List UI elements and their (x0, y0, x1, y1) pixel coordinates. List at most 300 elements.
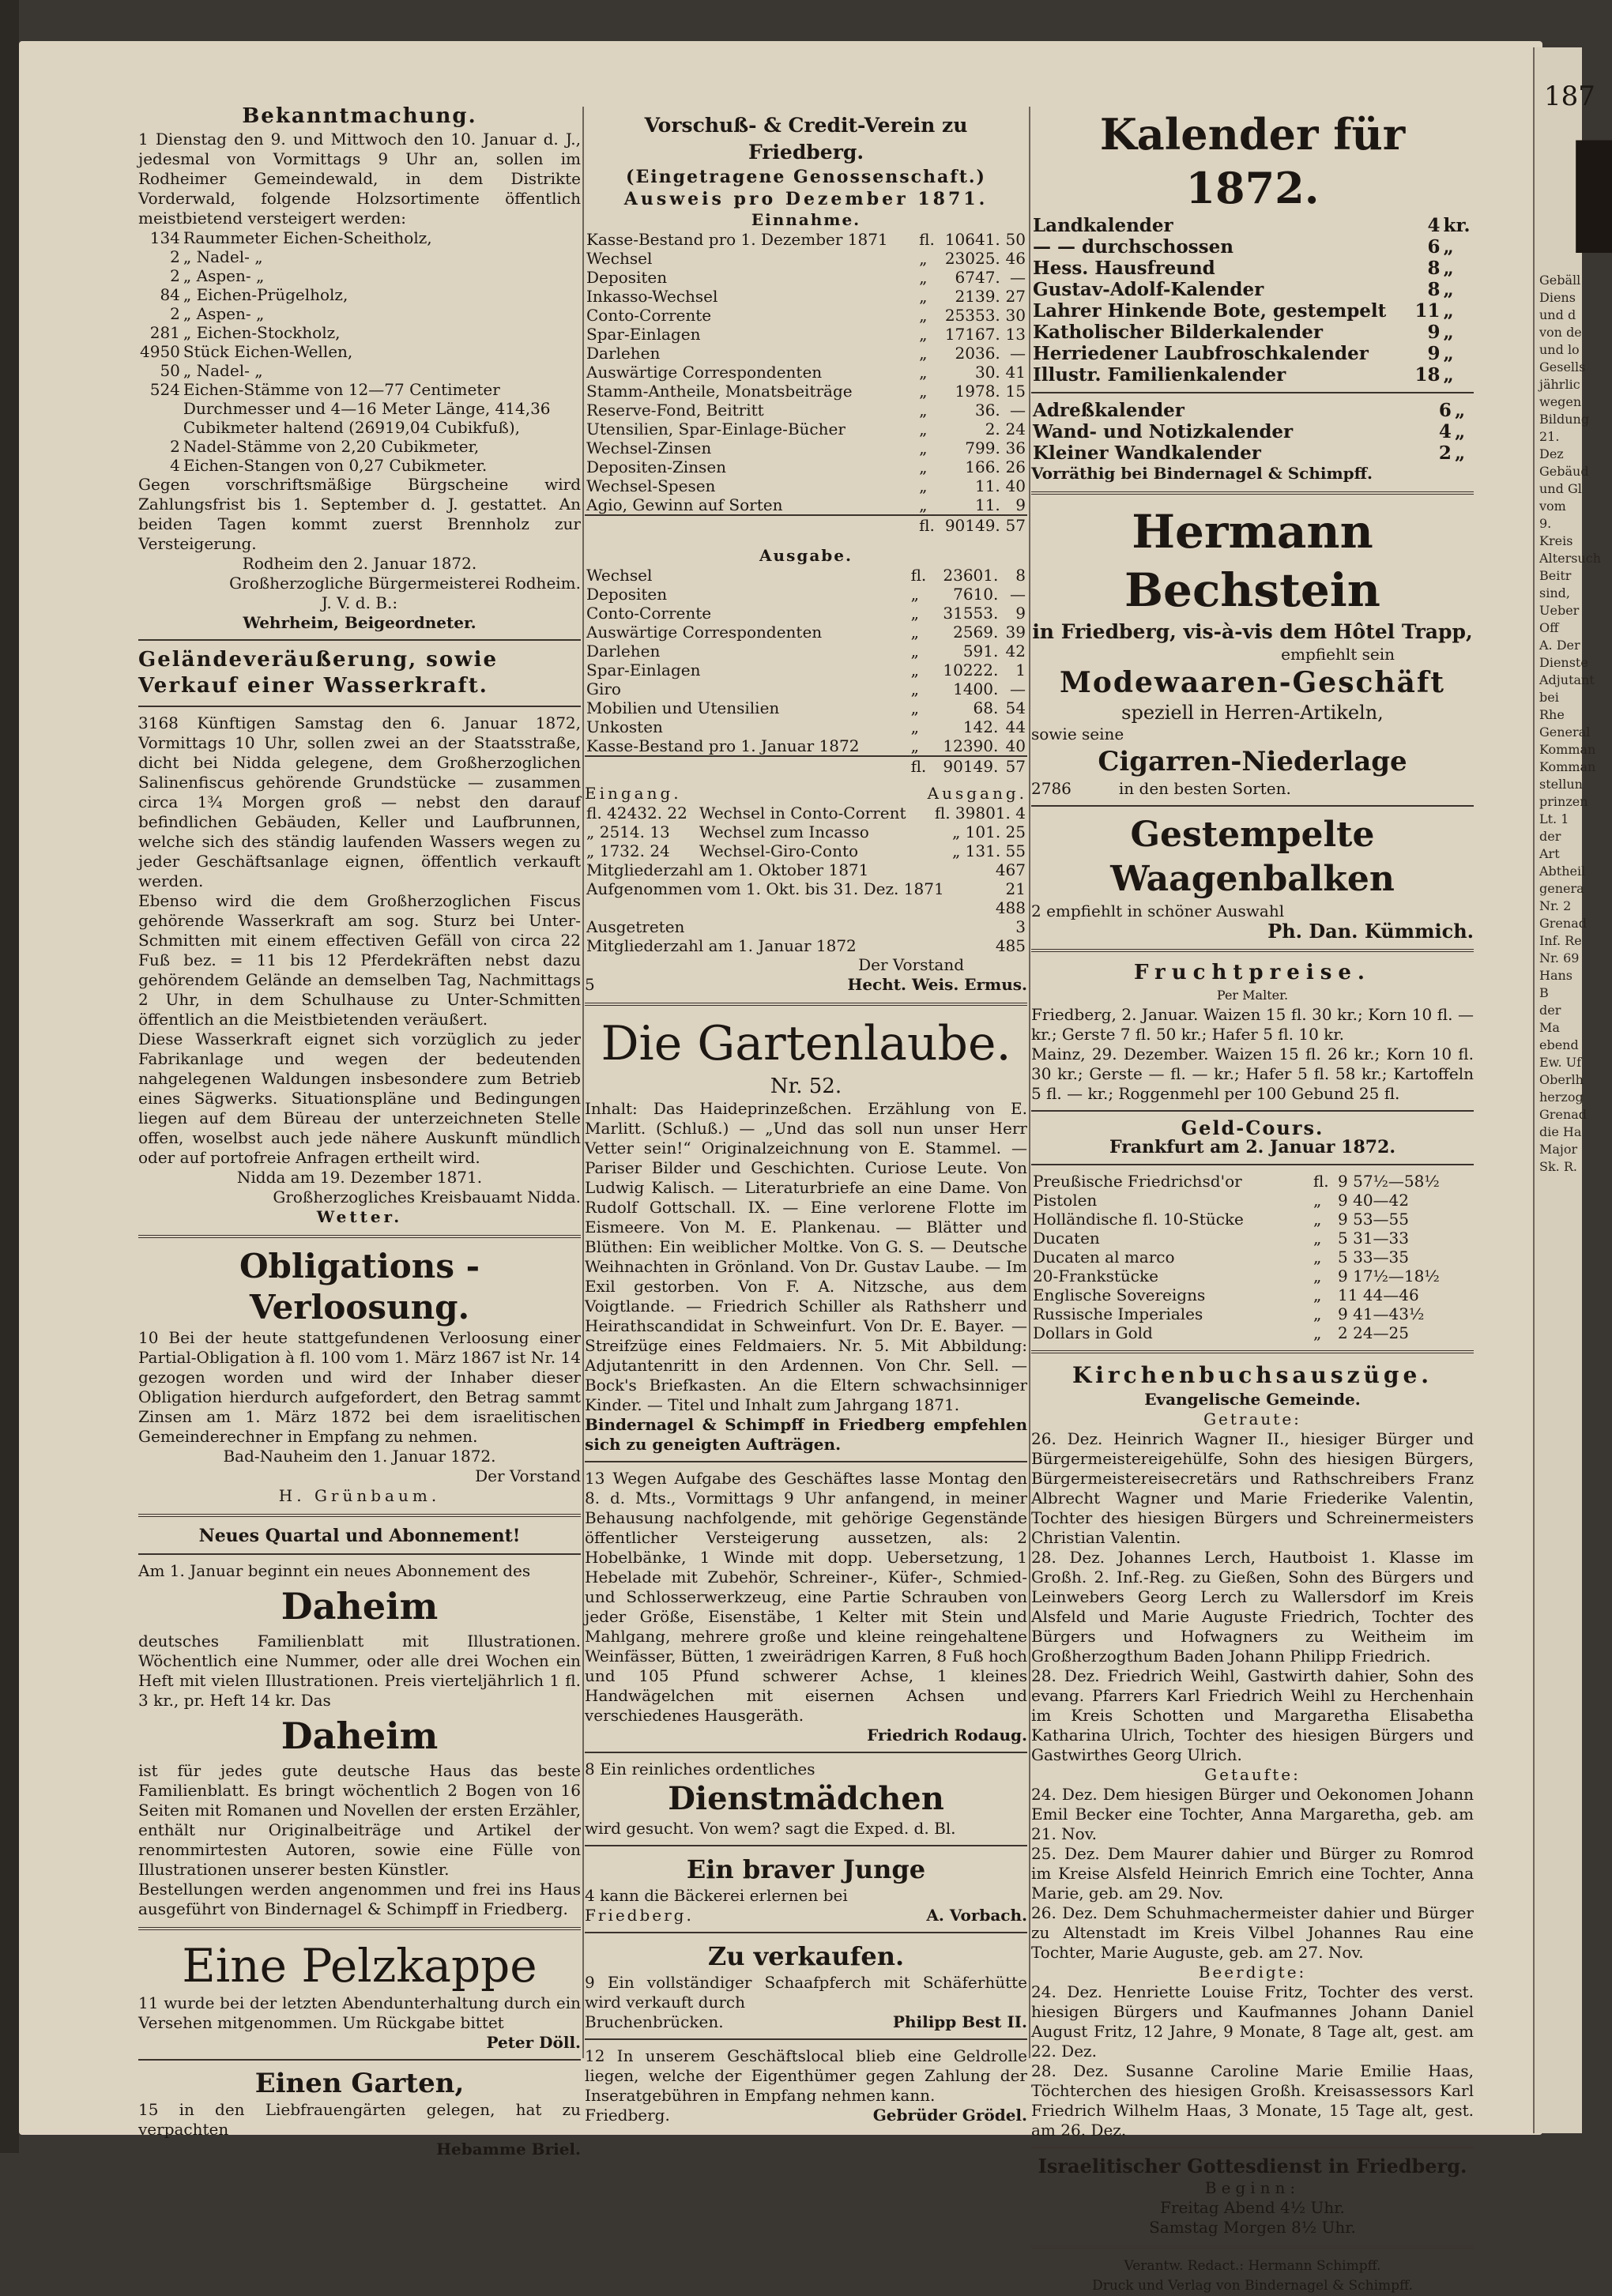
adjacent-page-edge (1533, 47, 1612, 2133)
exchange-rate: 9 40—42 (1338, 1191, 1409, 1210)
sale-text-2: Ebenso wird die dem Großherzoglichen Fiscus gehörende Wasserkraft am sog. Sturz bei Unter-Schmitten mit einem effectiven Gefäll von circa 22 Fuß bez. = 11 bis 12 Pferdekräften nebst dazu gehörendem Gelände an demselben Tag, Nachmittags 2 Uhr, in dem Schulhause zu Unter-Schmitten öffentlich an die Meistbietenden veräußert. (138, 891, 581, 1029)
credit-union-subtitle: (Eingetragene Genossenschaft.) (626, 167, 986, 187)
expense-row (585, 698, 1027, 717)
adjacent-text-fragment: Komman (1539, 742, 1596, 757)
sale-signatory: Großherzogliches Kreisbauamt Nidda. (273, 1188, 581, 1206)
calendar-list (1031, 215, 1474, 386)
binding-edge (0, 0, 19, 2153)
ledger-amount: 23025. (944, 249, 1000, 268)
membership-count: 21 (1005, 879, 1026, 898)
ledger-item: Agio, Gewinn auf Sorten (586, 495, 783, 514)
adjacent-text-fragment: Inf. Re (1539, 933, 1582, 948)
timber-desc: „ Nadel- „ (183, 247, 263, 266)
income-row (585, 344, 1027, 363)
adjacent-text-fragment: Nr. 2 (1539, 898, 1572, 913)
income-row (585, 230, 1027, 249)
ledger-amount: 142. (962, 717, 999, 736)
timber-desc: „ Nadel- „ (183, 361, 263, 380)
adjacent-text-fragment: Gebäud (1539, 464, 1589, 479)
exchange-row (1031, 1267, 1474, 1285)
ledger-item: Conto-Corrente (586, 306, 712, 325)
expense-row (585, 566, 1027, 585)
ledger-item: Darlehen (586, 344, 661, 363)
ledger-cents: — (1010, 268, 1026, 287)
timber-row (138, 380, 581, 437)
calendar-price: 4 (1438, 421, 1452, 442)
calendar-row (1031, 258, 1474, 279)
exchange-currency: „ (1313, 1248, 1322, 1267)
transfer-table (585, 804, 1027, 860)
ledger-item: Wechsel (586, 566, 653, 585)
income-row (585, 420, 1027, 438)
adjacent-text-fragment: Ueber (1539, 603, 1580, 618)
marriage-entry: 28. Dez. Johannes Lerch, Hautboist 1. Klasse im Großh. 2. Inf.-Reg. zu Gießen, Sohn des Bürgers und Leinwebers Georg Lerch zu Wallersdorf im Kreis Alsfeld und Marie Auguste Friedrich, Tochter des Bürgers und Hofwagners zu Weitheim im Großherzogthum Baden Johann Philipp Friedrich. (1031, 1548, 1474, 1666)
garden-signatory: Hebamme Briel. (436, 2140, 581, 2159)
ledger-currency: „ (910, 623, 919, 642)
calendar-row (1031, 400, 1474, 421)
ledger-item: Spar-Einlagen (586, 325, 701, 344)
fur-cap-heading: Eine Pelzkappe (182, 1939, 537, 1993)
ledger-total-cents: 57 (1000, 756, 1027, 776)
marriages-heading: Getraute: (1203, 1410, 1301, 1428)
burial-entry: 28. Dez. Susanne Caroline Marie Emilie Haas, Töchterchen des hiesigen Großh. Kreisassessors Karl Friedrich Wilhelm Haas, 3 Monate, 15 Tage alt, gest. am 26. Dez. (1031, 2061, 1474, 2140)
calendar-unit: „ (1443, 300, 1454, 322)
calendar-unit: „ (1443, 279, 1454, 300)
divider (585, 1003, 1027, 1006)
ledger-item: Wechsel-Spesen (586, 476, 716, 495)
divider (138, 1235, 581, 1238)
bechstein-quality: in den besten Sorten. (1118, 779, 1291, 798)
income-row (585, 476, 1027, 495)
exchange-rate: 9 41—43½ (1338, 1304, 1425, 1323)
adjacent-text-fragment: der Ma (1539, 1003, 1561, 1035)
adjacent-text-fragment: prinzen (1539, 794, 1588, 809)
adjacent-text-fragment: und lo (1539, 342, 1580, 357)
adjacent-text-fragment: vom 9. (1539, 499, 1566, 531)
adjacent-text-fragment: Gebäll (1539, 273, 1581, 288)
membership-row (585, 936, 1027, 955)
calendar-row (1031, 236, 1474, 258)
membership-label: Aufgenommen vom 1. Okt. bis 31. Dez. 1871 (586, 879, 944, 898)
ledger-currency: „ (919, 325, 928, 344)
timber-row (138, 342, 581, 361)
transfer-row (585, 804, 1027, 822)
divider (138, 1514, 581, 1517)
divider (585, 1845, 1027, 1846)
timber-qty: 134 (149, 228, 180, 247)
ledger-amount: 11. (974, 476, 1000, 495)
auction-text: 13 Wegen Aufgabe des Geschäftes lasse Montag den 8. d. Mts., Vormittags 9 Uhr anfangend, in meiner Behausung nachfolgende, mit gehörige Gegenstände öffentlicher Versteigerung aussetzen, als: 2 Hobelbänke, 1 Winde mit dopp. Uebersetzung, 1 Hebelade mit Zubehör, Schreiner-, Küfer-, Schmied- und Schlosserwerkzeug, eine Partie Schrauben von jeder Größe, Eisenstäbe, 1 Kelter mit Stein und Mahlgang, mehrere große und kleine reingehaltene Weinfässer, Bütten, 1 zweirädrigen Karren, 8 Fuß hoch und 105 Pfund schwerer Achse, 1 kleines Handwägelchen mit eisernen Achsen und verschiedenes Hausgeräth. (585, 1469, 1027, 1725)
calendar-row (1031, 215, 1474, 236)
membership-label: Mitgliederzahl am 1. Oktober 1871 (586, 860, 869, 879)
adjacent-text-fragment: Komman (1539, 759, 1596, 774)
divider (1031, 2245, 1474, 2249)
adjacent-text-fragment: ebend (1539, 1037, 1579, 1052)
burial-entry: 24. Dez. Henriette Louise Fritz, Tochter des verst. hiesigen Bürgers und Kaufmannes Johann Daniel August Fritz, 12 Jahre, 9 Monate, 8 Tage alt, gest. am 22. Dez. (1031, 1982, 1474, 2061)
calendar-row (1031, 343, 1474, 364)
ledger-cents: 27 (1005, 287, 1026, 306)
membership-count: 485 (995, 936, 1026, 955)
ledger-cents: — (1010, 679, 1026, 698)
expense-row (585, 604, 1027, 623)
ledger-item: Depositen-Zinsen (586, 457, 727, 476)
ledger-amount: 2139. (955, 287, 1000, 306)
ledger-currency: „ (910, 736, 919, 755)
daheim-title-1: Daheim (281, 1585, 439, 1628)
baptisms-heading: Getaufte: (1204, 1765, 1301, 1784)
calendar-row (1031, 300, 1474, 322)
ledger-amount: 1978. (955, 382, 1000, 401)
transfer-row (585, 822, 1027, 841)
imprint-publisher: Druck und Verlag von Bindernagel & Schimpff. (1092, 2278, 1413, 2294)
ledger-cents: 44 (1005, 717, 1026, 736)
divider (1031, 392, 1474, 393)
exchange-rate: 5 31—33 (1338, 1229, 1409, 1248)
for-sale-place: Bruchenbrücken. (585, 2012, 724, 2031)
lottery-signatory: Der Vorstand (475, 1466, 581, 1485)
exchange-rate: 9 57½—58½ (1338, 1172, 1440, 1191)
ledger-total-spacer (585, 756, 910, 776)
expense-row (585, 642, 1027, 661)
adjacent-text-fragment: Grenad (1539, 1107, 1587, 1122)
notice-signatory: Großherzogliche Bürgermeisterei Rodheim. (229, 574, 581, 593)
subscription-text-3: ist für jedes gute deutsche Haus das beste Familienblatt. Es bringt wöchentlich 2 Bogen von 16 Seiten mit Romanen und Novellen der ersten Erzähler, enthält nur Originalbeiträge und Artikel der renommirtesten Autoren, sowie eine Fülle von Illustrationen unserer besten Künstler. (138, 1761, 581, 1879)
ledger-amount: 2036. (955, 344, 1000, 363)
synagogue-saturday: Samstag Morgen 8½ Uhr. (1149, 2218, 1356, 2237)
ledger-item: Inkasso-Wechsel (586, 287, 718, 306)
coin-name: Dollars in Gold (1033, 1323, 1153, 1342)
ledger-amount: 7610. (953, 585, 999, 604)
adjacent-text-fragment: Diens (1539, 290, 1576, 305)
membership-label: Mitgliederzahl am 1. Januar 1872 (586, 936, 857, 955)
transfer-out: „ 101. 25 (951, 822, 1026, 841)
timber-desc: Eichen-Stämme von 12—77 Centimeter Durchmesser und 4—16 Meter Länge, 414,36 Cubikmeter haltend (26919,04 Cubikfuß), (183, 380, 551, 437)
coin-name: Holländische fl. 10-Stücke (1033, 1210, 1244, 1229)
adjacent-text-fragment: Ew. Uf (1539, 1055, 1582, 1070)
divider (1031, 1110, 1474, 1112)
calendar-unit: „ (1443, 343, 1454, 364)
column-rule (582, 107, 584, 2058)
ledger-item: Kasse-Bestand pro 1. Dezember 1871 (586, 230, 888, 249)
ledger-amount: 68. (973, 698, 999, 717)
income-row (585, 457, 1027, 476)
exchange-row (1031, 1304, 1474, 1323)
timber-desc: Raummeter Eichen-Scheitholz, (183, 228, 432, 247)
sale-text-1: 3168 Künftigen Samstag den 6. Januar 1872, Vormittags 10 Uhr, sollen zwei an der Staatsstraße, dicht bei Nidda gelegene, dem Großherzoglichen Salinenfiscus gehörende Grundstücke — zusammen circa 1¾ Morgen groß — nebst den darauf befindlichen Gebäuden, Keller und Laufbrunnen, welche sich des ständig laufenden Wassers wegen zu jeder Geschäftsanlage eignen, öffentlich verkauft werden. (138, 713, 581, 890)
ledger-amount: 591. (962, 642, 999, 661)
membership-count: 467 (995, 860, 1026, 879)
ledger-amount: 10222. (943, 661, 999, 679)
ledger-cents: 40 (1005, 736, 1026, 755)
bechstein-specialty: speziell in Herren-Artikeln, (1121, 702, 1384, 724)
ledger-item: Conto-Corrente (586, 604, 712, 623)
income-row (585, 268, 1027, 287)
church-records-heading: Kirchenbuchsauszüge. (1072, 1362, 1433, 1388)
calendar-price: 18 (1414, 364, 1441, 386)
notice-intro: 1 Dienstag den 9. und Mittwoch den 10. Januar d. J., jedesmal von Vormittags 9 Uhr an, sollen im Rodheimer Gemeindewald, in dem Distrikte Vorderwald, folgende Holzsortimente öffentlich meistbietend versteigert werden: (138, 130, 581, 228)
bechstein-also: sowie seine (1031, 725, 1124, 743)
membership-label (585, 898, 990, 917)
exchange-currency: „ (1313, 1267, 1322, 1285)
daheim-title-2: Daheim (281, 1714, 439, 1757)
calendar-name: Herriedener Laubfroschkalender (1033, 343, 1369, 364)
income-row (585, 382, 1027, 401)
timber-desc: Eichen-Stangen von 0,27 Cubikmeter. (183, 456, 488, 475)
adjacent-text-fragment: Beitr (1539, 568, 1572, 583)
exchange-row (1031, 1285, 1474, 1304)
timber-desc: Nadel-Stämme von 2,20 Cubikmeter, (183, 437, 480, 456)
gartenlaube-title: Die Gartenlaube. (601, 1016, 1011, 1071)
membership-row (585, 879, 1027, 898)
calendar-price: 4 (1427, 215, 1441, 236)
timber-row (138, 285, 581, 304)
timber-row (138, 437, 581, 456)
apprentice-heading: Ein braver Junge (686, 1854, 926, 1884)
calendar-name: Wand- und Notizkalender (1033, 421, 1294, 442)
ledger-cents: 36 (1005, 438, 1026, 457)
ledger-amount: 36. (974, 401, 1000, 420)
gartenlaube-contents: Inhalt: Das Haideprinzeßchen. Erzählung von E. Marlitt. (Schluß.) — „Und das soll nun unser Herr Vetter sein!“ Originalzeichnung von E. Stammel. — Pariser Bilder und Geschichten. Curiose Leute. Von Ludwig Kalisch. — Literaturbriefe an eine Dame. Von Rudolf Gottschall. IX. — Eine verlorene Flotte im Eismeere. Von M. E. Plankenau. — Blätter und Blüthen: Ein weiblicher Moltke. Von G. S. — Deutsche Weihnachten in Grönland. Von Dr. Gustav Laube. — Im Exil gestorben. Von F. A. Nitzsche, aus dem Voigtlande. — Friedrich Schiller als Rathsherr und Heirathscandidat in Schweinfurt. Von Dr. E. Bayer. — Streifzüge eines Feldmaiers. Nr. 5. Mit Abbildung: Adjutantenritt in den Ardennen. Von Chr. Sell. — Bock's Briefkasten. An die Eltern schwachsinniger Kinder. — Titel und Inhalt zum Jahrgang 1871. (585, 1099, 1027, 1414)
ledger-currency: „ (919, 476, 928, 495)
apprentice-text: 4 kann die Bäckerei erlernen bei (585, 1886, 848, 1905)
board-label: Der Vorstand (858, 955, 964, 974)
ledger-currency: „ (919, 420, 928, 438)
transfer-account: Wechsel in Conto-Corrent (699, 804, 906, 822)
notice-text: Gegen vorschriftsmäßige Bürgscheine wird Zahlungsfrist bis 1. September d. J. gestattet. An beiden Tagen kommt zuerst Brennholz zur Versteigerung. (138, 475, 581, 553)
ledger-cents: 8 (1015, 566, 1026, 585)
ledger-currency: „ (919, 457, 928, 476)
timber-qty: 524 (149, 380, 180, 399)
ledger-amount: 30. (974, 363, 1000, 382)
timber-desc: „ Eichen-Prügelholz, (183, 285, 348, 304)
exchange-rate: 11 44—46 (1338, 1285, 1419, 1304)
apprentice-footer (585, 1906, 1027, 1925)
bechstein-shop: Modewaaren-Geschäft (1059, 666, 1446, 699)
adjacent-text-fragment: Hans B (1539, 968, 1573, 1000)
ledger-amount: 10641. (944, 230, 1000, 249)
divider (138, 639, 581, 641)
exchange-row (1031, 1210, 1474, 1229)
maid-text: wird gesucht. Von wem? sagt die Exped. d. Bl. (585, 1819, 956, 1838)
synagogue-heading: Israelitischer Gottesdienst in Friedberg. (1038, 2155, 1467, 2177)
garden-text: 15 in den Liebfrauengärten gelegen, hat zu verpachten (138, 2100, 581, 2139)
ledger-item: Stamm-Antheile, Monatsbeiträge (586, 382, 853, 401)
adjacent-text-fragment: Oberlh (1539, 1072, 1584, 1087)
ledger-cents: 26 (1005, 457, 1026, 476)
for-sale-signatory: Philipp Best II. (892, 2012, 1027, 2031)
transfer-out: „ 131. 55 (951, 841, 1026, 860)
exchange-currency: „ (1313, 1285, 1322, 1304)
subscription-text-4: Bestellungen werden angenommen und frei ins Haus ausgeführt von Bindernagel & Schimpff in Friedberg. (138, 1880, 581, 1918)
calendar-price: 8 (1427, 258, 1441, 279)
expense-row (585, 736, 1027, 756)
exchange-row (1031, 1323, 1474, 1342)
ledger-currency: fl. (910, 566, 927, 585)
membership-row (585, 917, 1027, 936)
adjacent-text-fragment: Off (1539, 620, 1559, 635)
ledger-currency: „ (919, 438, 928, 457)
expense-row (585, 623, 1027, 642)
ledger-amount: 2569. (953, 623, 999, 642)
calendar-name: — — durchschossen (1033, 236, 1233, 258)
ledger-item: Depositen (586, 585, 668, 604)
membership-row (585, 898, 1027, 917)
garden-heading: Einen Garten, (254, 2068, 465, 2099)
income-row (585, 249, 1027, 268)
exchange-rate: 9 17½—18½ (1338, 1267, 1440, 1285)
coin-name: Preußische Friedrichsd'or (1033, 1172, 1242, 1191)
timber-desc: Stück Eichen-Wellen, (183, 342, 353, 361)
lottery-signatory-name: H. Grünbaum. (278, 1486, 441, 1505)
income-row (585, 325, 1027, 344)
adjacent-text-fragment: wegen (1539, 394, 1582, 409)
ledger-currency: „ (919, 401, 928, 420)
adjacent-text-fragment: Abtheil (1539, 864, 1586, 879)
synagogue-begin: Beginn: (1204, 2178, 1301, 2197)
marriage-entry: 28. Dez. Friedrich Weihl, Gastwirth dahier, Sohn des evang. Pfarrers Karl Friedrich Weihl zu Herchenhain im Kreis Schotten und Margaretha Elisabetha Katharina Ulrich, Tochter des hiesigen Bürgers und Gastwirthes Georg Ulrich. (1031, 1666, 1474, 1764)
divider (1031, 2147, 1474, 2148)
timber-row (138, 266, 581, 285)
income-row (585, 438, 1027, 457)
calendar-price: 6 (1427, 236, 1441, 258)
expense-row (585, 679, 1027, 698)
divider (585, 1932, 1027, 1933)
coin-name: Englische Sovereigns (1033, 1285, 1206, 1304)
ledger-item: Kasse-Bestand pro 1. Januar 1872 (586, 736, 860, 755)
income-row (585, 306, 1027, 325)
expenses-heading: Ausgabe. (759, 546, 853, 565)
burials-heading: Beerdigte: (1198, 1963, 1307, 1982)
adjacent-text-fragment: Bildung (1539, 412, 1590, 427)
for-sale-heading: Zu verkaufen. (707, 1941, 905, 1971)
notice-heading: Bekanntmachung. (242, 104, 477, 128)
calendar-price: 8 (1427, 279, 1441, 300)
ledger-cents: 46 (1005, 249, 1026, 268)
ledger-cents: — (1010, 585, 1026, 604)
lottery-text: 10 Bei der heute stattgefundenen Verloosung einer Partial-Obligation à fl. 100 vom 1. März 1867 ist Nr. 14 gezogen worden und wird der Inhaber dieser Obligation hierdurch aufgefordert, den Betrag sammt Zinsen am 1. März 1872 bei dem israelitischen Gemeinderechner in Empfang zu nehmen. (138, 1328, 581, 1446)
bechstein-cigars: Cigarren-Niederlage (1098, 746, 1407, 777)
ledger-item: Unkosten (586, 717, 663, 736)
ledger-cents: 42 (1005, 642, 1026, 661)
ledger-currency: fl. (917, 515, 938, 535)
timber-qty: 84 (160, 285, 180, 304)
timber-row (138, 323, 581, 342)
column-rule (1029, 107, 1030, 2058)
adjacent-text-fragment: bei Rhe (1539, 690, 1565, 722)
ledger-currency: „ (919, 344, 928, 363)
timber-qty: 50 (160, 361, 180, 380)
adjacent-text-fragment: General (1539, 725, 1591, 740)
imprint-editor: Verantw. Redact.: Hermann Schimpff. (1124, 2258, 1381, 2274)
exchange-currency: „ (1313, 1210, 1322, 1229)
credit-union-title: Vorschuß- & Credit-Verein zu Friedberg. (644, 114, 968, 164)
exchange-currency: „ (1313, 1229, 1322, 1248)
maid-heading: Dienstmädchen (668, 1780, 944, 1817)
divider (138, 2059, 581, 2061)
ledger-amount: 31553. (943, 604, 999, 623)
adjacent-text-fragment: A. Der (1539, 638, 1580, 653)
notice-signatory-deputy: J. V. d. B.: (321, 593, 398, 612)
ledger-currency: „ (910, 717, 919, 736)
coin-name: Ducaten al marco (1033, 1248, 1175, 1267)
transfer-headers (585, 784, 1027, 804)
board-signatures (585, 975, 1027, 995)
timber-qty: 4950 (140, 342, 180, 361)
membership-count: 488 (995, 898, 1026, 917)
ledger-cents: — (1010, 401, 1026, 420)
ledger-currency: „ (910, 642, 919, 661)
fur-cap-signatory: Peter Döll. (486, 2033, 581, 2052)
ledger-currency: „ (910, 585, 919, 604)
calendar-row (1031, 322, 1474, 343)
coin-name: 20-Frankstücke (1033, 1267, 1158, 1285)
adjacent-text-fragment: der Art (1539, 829, 1561, 861)
exchange-currency: fl. (1313, 1172, 1329, 1191)
ledger-amount: 25353. (944, 306, 1000, 325)
spacer (1535, 114, 1582, 137)
ledger-amount: 17167. (944, 325, 1000, 344)
calendar-unit: „ (1454, 442, 1466, 464)
lottery-place-date: Bad-Nauheim den 1. Januar 1872. (223, 1447, 496, 1466)
adjacent-text-fragment: herzog (1539, 1090, 1584, 1105)
ledger-currency: „ (919, 287, 928, 306)
calendar-name: Gustav-Adolf-Kalender (1033, 279, 1264, 300)
statement-heading: Ausweis pro Dezember 1871. (623, 189, 989, 209)
subscription-text-2: deutsches Familienblatt mit Illustrationen. Wöchentlich eine Nummer, oder alle drei Wochen ein Heft mit vielen Illustrationen. Preis vierteljährlich 1 fl. 3 kr., pr. Heft 14 kr. Das (138, 1632, 581, 1710)
grain-prices-heading: Fruchtpreise. (1134, 961, 1371, 984)
calendar-unit: „ (1454, 400, 1466, 421)
adjacent-text-fragment: und d (1539, 307, 1576, 322)
timber-row (138, 247, 581, 266)
sale-place-date: Nidda am 19. Dezember 1871. (236, 1168, 483, 1187)
calendar-price: 2 (1438, 442, 1452, 464)
adjacent-text-fragment: Grenad (1539, 916, 1587, 931)
exchange-row (1031, 1172, 1474, 1191)
ledger-cents: 41 (1005, 363, 1026, 382)
income-row (585, 495, 1027, 515)
income-row (585, 287, 1027, 306)
timber-qty: 2 (170, 304, 180, 323)
ledger-amount: 23601. (943, 566, 999, 585)
ledger-cents: 1 (1015, 661, 1026, 679)
timber-row (138, 304, 581, 323)
calendar-unit: „ (1443, 236, 1454, 258)
ledger-item: Wechsel-Zinsen (586, 438, 712, 457)
income-heading: Einnahme. (751, 210, 861, 229)
gartenlaube-issue: Nr. 52. (770, 1075, 842, 1098)
adjacent-text-fragment: Nr. 69 (1539, 950, 1580, 965)
ledger-total-row (585, 515, 1027, 535)
calendar-unit: „ (1443, 364, 1454, 386)
expenses-table (585, 566, 1027, 776)
transfer-in: fl. 42432. 22 (586, 804, 687, 822)
calendar-name: Katholischer Bilderkalender (1033, 322, 1324, 343)
subscription-heading: Neues Quartal und Abonnement! (198, 1526, 521, 1546)
ledger-currency: fl. (910, 756, 932, 776)
calendar-name: Illustr. Familienkalender (1033, 364, 1286, 386)
ledger-currency: „ (910, 679, 919, 698)
calendar-name: Landkalender (1033, 215, 1173, 236)
calendar-stockist: Vorräthig bei Bindernagel & Schimpff. (1031, 464, 1373, 483)
column-middle (585, 47, 1027, 2125)
bechstein-address: in Friedberg, vis-à-vis dem Hôtel Trapp, (1032, 620, 1473, 643)
ledger-currency: „ (910, 661, 919, 679)
coin-name: Pistolen (1033, 1191, 1098, 1210)
divider (585, 2038, 1027, 2040)
adjacent-text-fragment: sind, (1539, 585, 1570, 600)
exchange-date: Frankfurt am 2. Januar 1872. (1109, 1137, 1396, 1157)
ledger-cents: 9 (1015, 495, 1026, 514)
